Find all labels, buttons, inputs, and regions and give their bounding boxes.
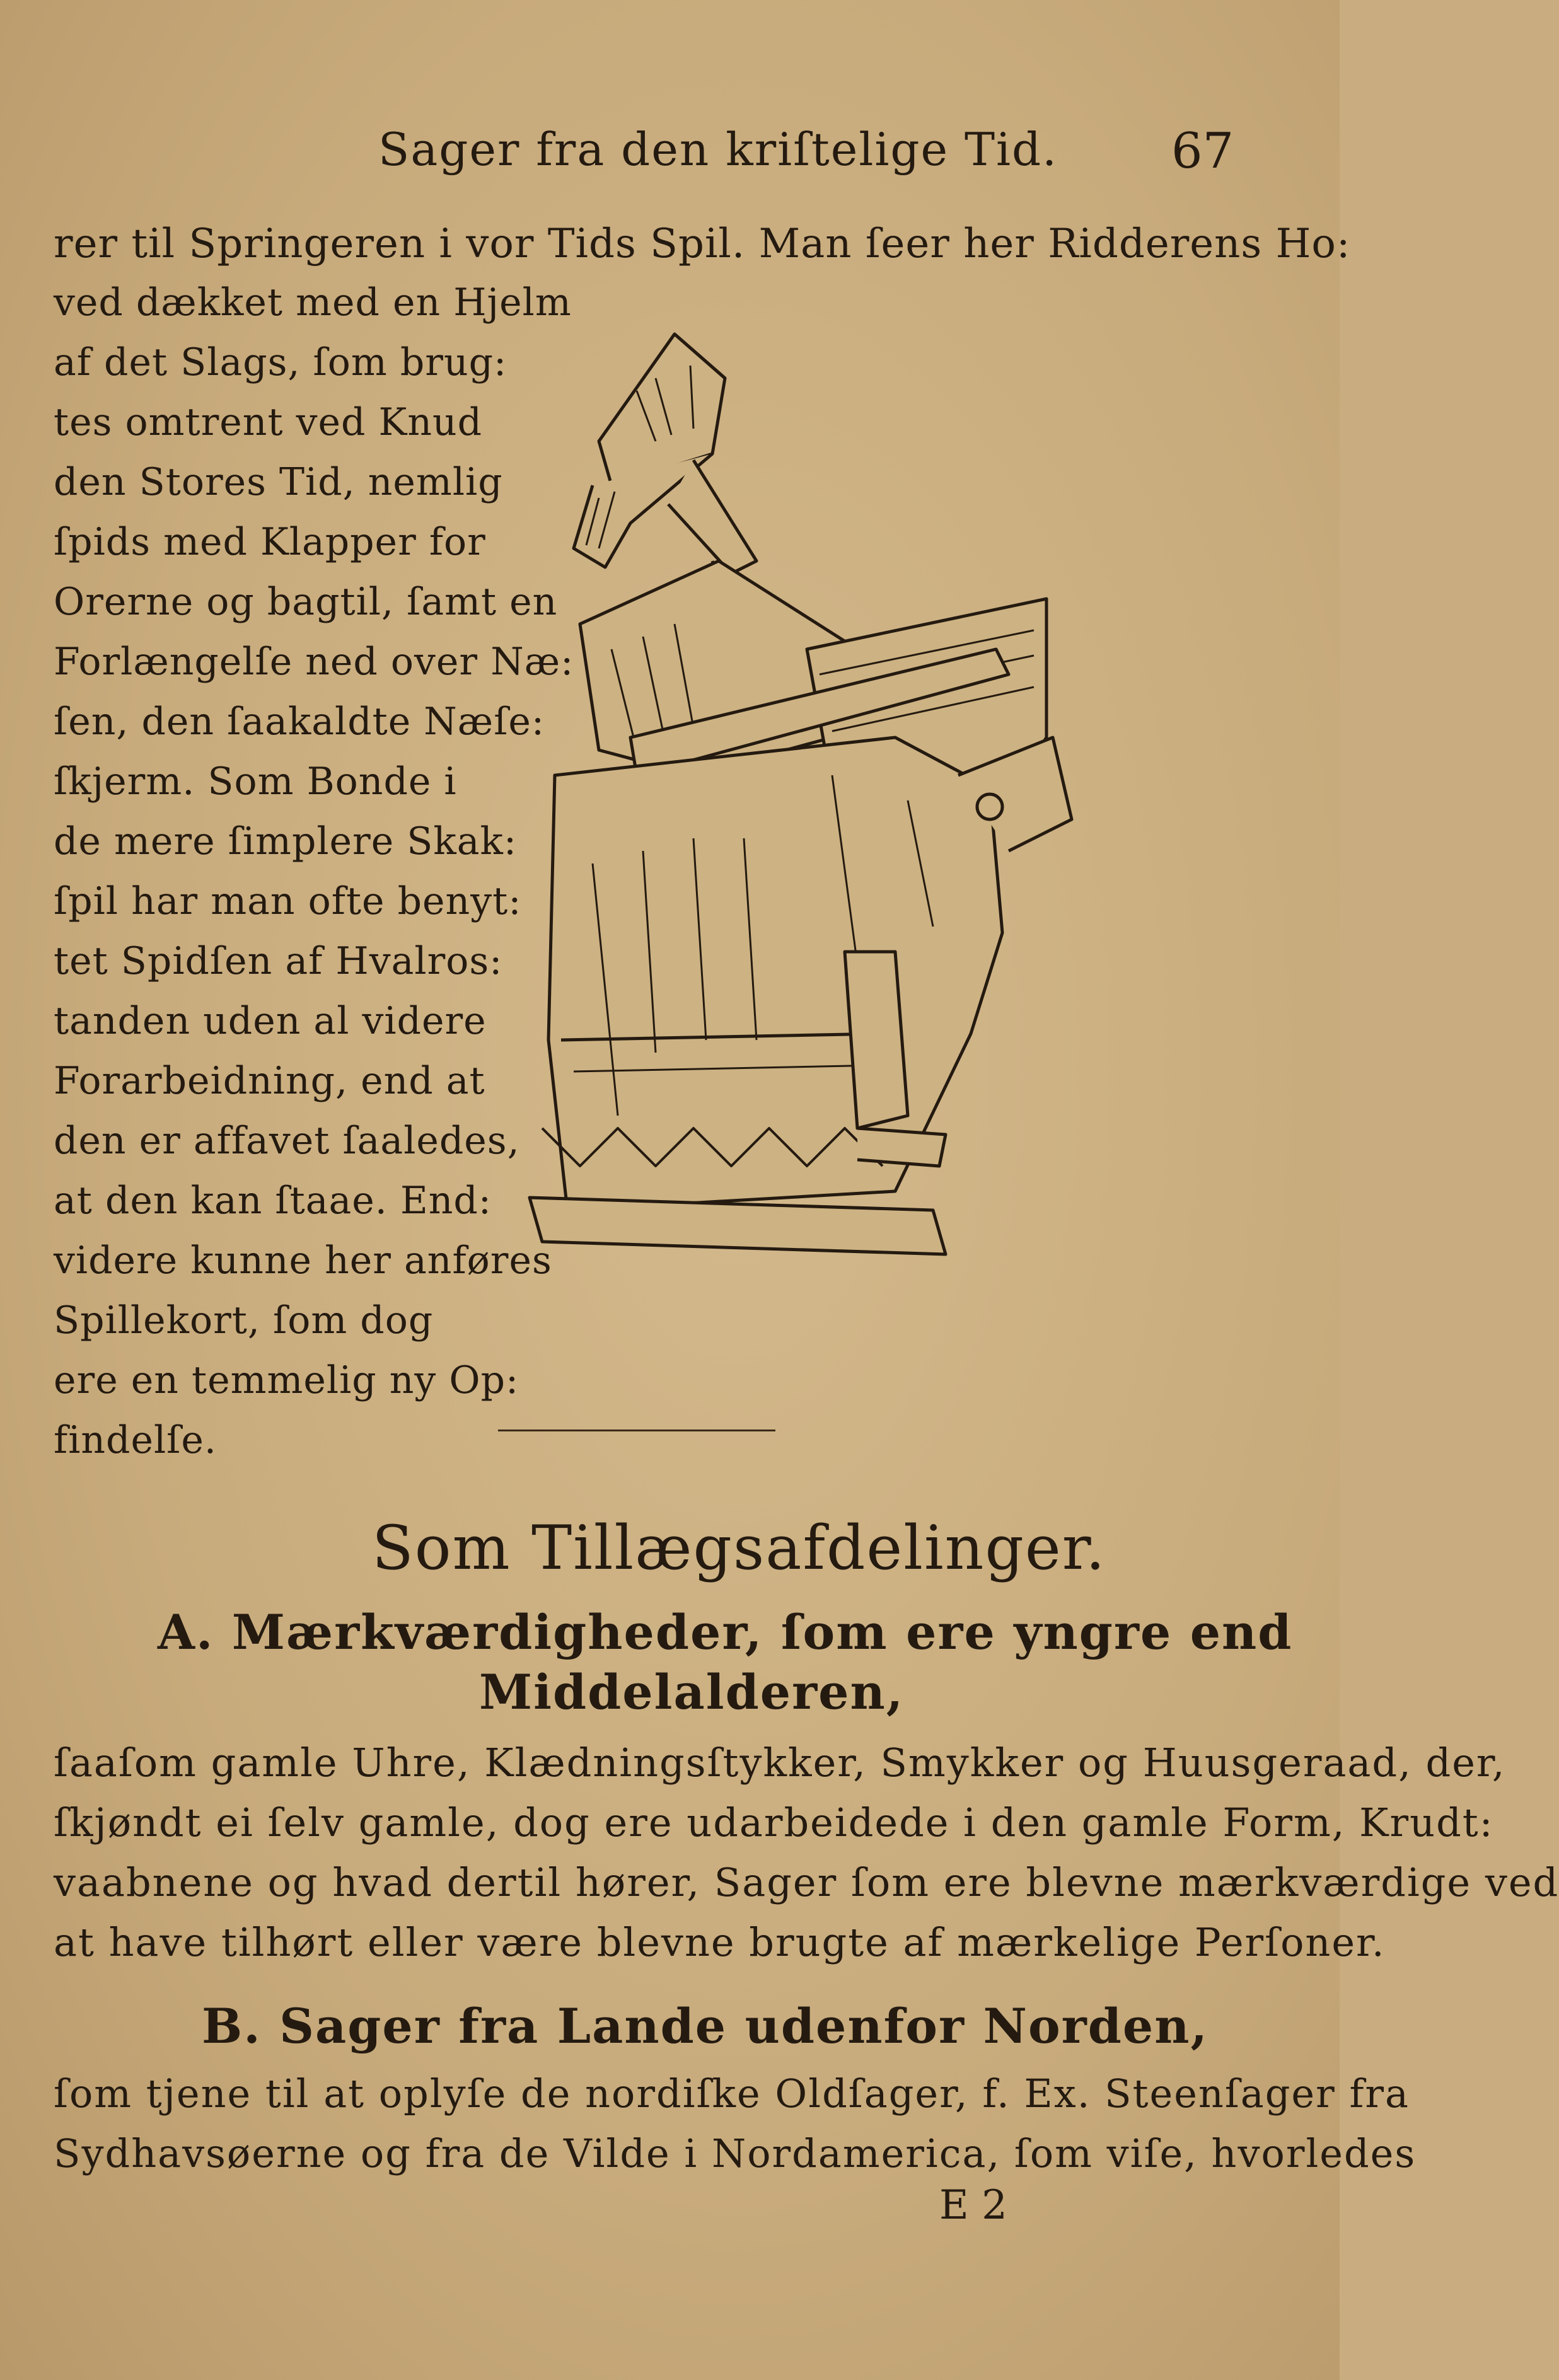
column-line: tanden uden al videre (54, 999, 487, 1043)
chess-knight-figure-icon (504, 296, 1091, 1368)
column-line: Spillekort, ſom dog (54, 1298, 434, 1343)
column-line: af det Slags, ſom brug: (54, 340, 507, 384)
column-line: at den kan ſtaae. End: (54, 1179, 492, 1223)
column-line: findelſe. (54, 1418, 217, 1462)
subheading-a: A. Mærkværdigheder, ſom ere yngre end (158, 1604, 1293, 1660)
subheading-a-continued: Middelalderen, (479, 1664, 905, 1720)
subheading-b: B. Sager fra Lande udenfor Norden, (202, 1998, 1208, 2054)
signature-mark: E 2 (939, 2182, 1007, 2229)
paragraph-b-line: Sydhavsøerne og fra de Vilde i Nordamerica, ſom viſe, hvorledes (54, 2130, 1417, 2176)
column-line: Orerne og bagtil, ſamt en (54, 580, 558, 624)
intro-line: rer til Springeren i vor Tids Spil. Man ſeer her Ridderens Ho: (54, 221, 1351, 267)
paragraph-a-line: ſaaſom gamle Uhre, Klædningsſtykker, Smykker og Huusgeraad, der, (54, 1740, 1506, 1786)
running-header: Sager fra den kriſtelige Tid. (378, 123, 1058, 176)
column-line: den Stores Tid, nemlig (54, 460, 503, 504)
section-title: Som Tillægsafdelinger. (372, 1513, 1106, 1583)
paragraph-a-line: ſkjøndt ei ſelv gamle, dog ere udarbeidede i den gamle Form, Krudt: (54, 1799, 1494, 1846)
column-line: de mere ſimplere Skak: (54, 819, 518, 864)
paragraph-b-line: ſom tjene til at oplyſe de nordiſke Oldſager, f. Ex. Steenſager fra (54, 2071, 1410, 2117)
column-line: ſen, den ſaakaldte Næſe: (54, 700, 545, 744)
paragraph-a-line: vaabnene og hvad dertil hører, Sager ſom ere blevne mærkværdige ved (54, 1859, 1559, 1905)
column-line: videre kunne her anføres (54, 1239, 552, 1283)
paragraph-a-line: at have tilhørt eller være blevne brugte af mærkelige Perſoner. (54, 1919, 1386, 1965)
page-number: 67 (1171, 123, 1234, 180)
column-line: Forlængelſe ned over Næ: (54, 640, 574, 684)
column-line: tes omtrent ved Knud (54, 400, 483, 444)
column-line: ved dækket med en Hjelm (54, 280, 572, 325)
column-line: den er affavet ſaaledes, (54, 1119, 520, 1163)
column-line: ſpil har man ofte benyt: (54, 879, 522, 923)
column-line: ere en temmelig ny Op: (54, 1358, 519, 1402)
column-line: ſpids med Klapper for (54, 520, 486, 564)
section-divider (498, 1430, 775, 1431)
column-line: Forarbeidning, end at (54, 1059, 485, 1103)
column-line: tet Spidſen af Hvalros: (54, 939, 503, 983)
column-line: ſkjerm. Som Bonde i (54, 760, 457, 804)
